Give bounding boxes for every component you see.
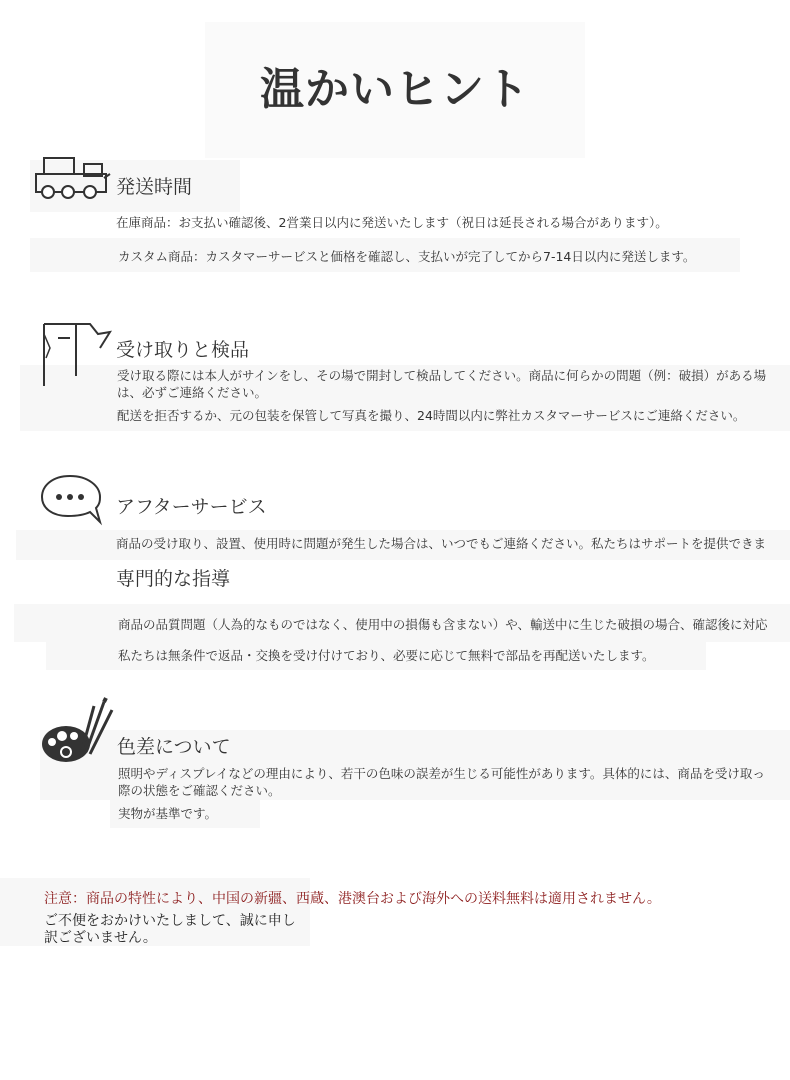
receipt-line-2: 配送を拒否するか、元の包装を保管して写真を撮り、24時間以内に弊社カスタマーサービスにご連絡ください。 — [117, 408, 746, 423]
shipping-line-2: カスタム商品：カスタマーサービスと価格を確認し、支払いが完了してから7-14日以内に発送します。 — [118, 249, 696, 264]
speech-bubble-icon — [38, 472, 104, 528]
aftersales-line-2: 商品の品質問題（人為的なものではなく、使用中の損傷も含まない）や、輸送中に生じた破損の場合、確認後に対応 — [118, 617, 768, 632]
aftersales-line-3: 私たちは無条件で返品・交換を受け付けており、必要に応じて無料で部品を再配送いたします。 — [118, 648, 655, 663]
notice-apology-text: ご不便をおかけいたしまして、誠に申し訳ございません。 — [44, 913, 296, 946]
notice-red-text: 注意：商品の特性により、中国の新疆、西蔵、港澳台および海外への送料無料は適用されません。 — [44, 891, 661, 907]
color-heading: 色差について — [117, 736, 231, 758]
receipt-line-1b: は、必ずご連絡ください。 — [117, 385, 268, 400]
truck-icon — [34, 154, 112, 200]
color-line-1b: 際の状態をご確認ください。 — [118, 783, 281, 798]
aftersales-line-1: 商品の受け取り、設置、使用時に問題が発生した場合は、いつでもご連絡ください。私たちはサポートを提供できま — [116, 536, 767, 551]
shipping-heading: 発送時間 — [116, 176, 193, 198]
box-icon — [40, 318, 112, 390]
receipt-line-1: 受け取る際には本人がサインをし、その場で開封して検品してください。商品に何らかの問題（例：破損）がある場 — [117, 368, 767, 383]
shipping-line-1: 在庫商品：お支払い確認後、2営業日以内に発送いたします（祝日は延長される場合があります）。 — [116, 215, 668, 230]
aftersales-heading: アフターサービス — [116, 496, 267, 518]
color-line-1: 照明やディスプレイなどの理由により、若干の色味の誤差が生じる可能性があります。具体的には、商品を受け取っ — [118, 766, 765, 781]
page-title: 温かいヒント — [205, 22, 585, 158]
color-line-2: 実物が基準です。 — [118, 806, 218, 821]
aftersales-subheading: 専門的な指導 — [116, 568, 231, 590]
palette-icon — [38, 696, 118, 768]
receipt-heading: 受け取りと検品 — [116, 339, 250, 361]
